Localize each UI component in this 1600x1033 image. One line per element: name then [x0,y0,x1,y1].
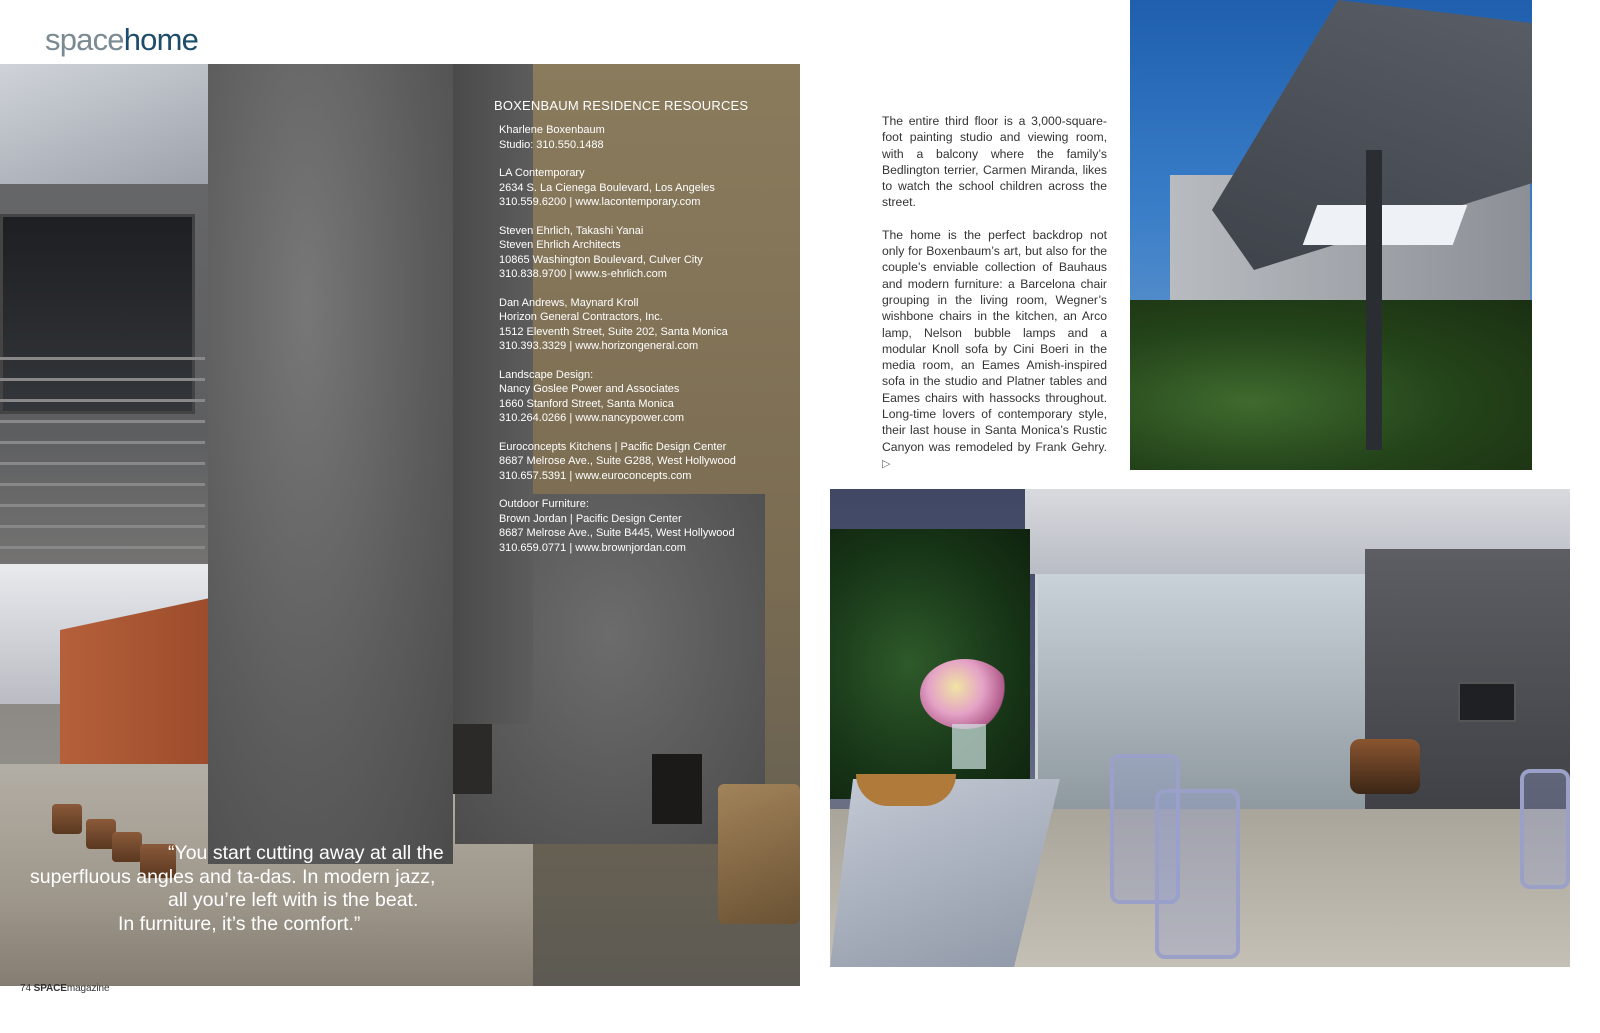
resource-line: 1512 Eleventh Street, Suite 202, Santa Monica [499,325,728,338]
photo-ceiling [0,64,220,184]
photo-vase [952,724,986,769]
quote-line: all you’re left with is the beat. [168,889,419,911]
resource-line: 310.559.6200 | www.lacontemporary.com [499,196,701,208]
resource-line: Studio: 310.550.1488 [499,138,604,151]
resource-line: LA Contemporary [499,167,585,179]
photo-steel-column [1366,150,1382,450]
kitchen-photo [830,489,1570,967]
exterior-photo [1130,0,1532,470]
resource-line: 10865 Washington Boulevard, Culver City [499,253,703,266]
article-paragraph [882,227,1107,472]
resource-entry [499,123,784,152]
photo-flowers [920,659,1010,729]
logo-home-text: home [123,22,199,57]
resource-line: Outdoor Furniture: [499,498,589,510]
resource-line: 310.393.3329 | www.horizongeneral.com [499,340,699,352]
resource-line: Steven Ehrlich Architects [499,239,621,251]
resource-entry [499,497,784,555]
resource-line: Nancy Goslee Power and Associates [499,383,680,395]
photo-bar-stool [1520,769,1570,889]
photo-barcelona-chair [718,784,800,924]
right-triangle-icon: ▷ [882,457,891,470]
resource-entry [499,224,784,282]
resource-line: 8687 Melrose Ave., Suite G288, West Hollywood [499,455,736,467]
resource-line: 310.657.5391 | www.euroconcepts.com [499,469,692,482]
resource-entry [499,166,784,210]
resources-list [494,98,784,569]
resource-line: 1660 Stanford Street, Santa Monica [499,397,674,410]
quote-line: “You start cutting away at all the [168,842,444,864]
photo-fireplace [652,754,702,824]
quote-line: superfluous angles and ta-das. In modern jazz, [30,865,436,888]
photo-pine-tree [830,529,1030,799]
resource-line: 8687 Melrose Ave., Suite B445, West Hollywood [499,527,735,539]
photo-concrete-column [208,64,453,864]
photo-garden [1130,300,1532,470]
section-logo [45,22,198,58]
footer-brand-suffix: magazine [66,983,110,994]
article-paragraph: The entire third floor is a 3,000-square-foot painting studio and viewing room, with a balcony where the family’s Bedlington terrier, Carmen Miranda, likes to watch the school children across the street. [882,114,1107,210]
page-number: 74 [20,983,31,994]
resource-line: Brown Jordan | Pacific Design Center [499,512,682,525]
photo-glass-wall [1035,574,1365,809]
page-footer [20,983,109,994]
photo-stool [52,804,82,834]
resource-line: Landscape Design: [499,368,594,381]
quote-line: In furniture, it’s the comfort.” [118,912,361,935]
resources-title: BOXENBAUM RESIDENCE RESOURCES [494,98,749,113]
resource-entry [499,368,784,426]
resource-line: 310.264.0266 | www.nancypower.com [499,412,685,424]
resource-line: Kharlene Boxenbaum [499,124,605,136]
photo-bar-stool [1155,789,1240,959]
article-body [882,113,1107,488]
photo-television [1458,682,1516,722]
resource-line: Euroconcepts Kitchens | Pacific Design Center [499,440,727,453]
resource-line: 310.838.9700 | www.s-ehrlich.com [499,268,667,280]
resource-line: 310.659.0771 | www.brownjordan.com [499,541,686,554]
footer-brand: SPACE [33,983,67,994]
resource-entry [499,296,784,354]
article-paragraph-text: The home is the perfect backdrop not only for Boxenbaum’s art, but also for the couple’s enviable collection of Bauhaus and modern furniture: a Barcelona chair grouping in the living room, Wegner’s wishbone chairs in the kitchen, an Arco lamp, Nelson bubble lamps and a modular Knoll sofa by Cini Boeri in the media room, an Eames Amish-inspired sofa in the studio and Platner tables and Eames chairs with hassocks throughout. Long-time lovers of contemporary style, their last house in Santa Monica’s Rustic Canyon was remodeled by Frank Gehry. [882,227,1107,454]
photo-eames-chair [1350,739,1420,794]
photo-balcony-railing [0,339,205,559]
resource-line: Horizon General Contractors, Inc. [499,311,663,323]
resource-line: Dan Andrews, Maynard Kroll [499,296,639,309]
resource-line: Steven Ehrlich, Takashi Yanai [499,224,644,237]
logo-space-text: space [45,22,124,57]
resource-line: 2634 S. La Cienega Boulevard, Los Angeles [499,181,715,194]
photo-skylight [1303,205,1468,245]
resource-entry [499,440,784,484]
pull-quote [20,842,460,936]
